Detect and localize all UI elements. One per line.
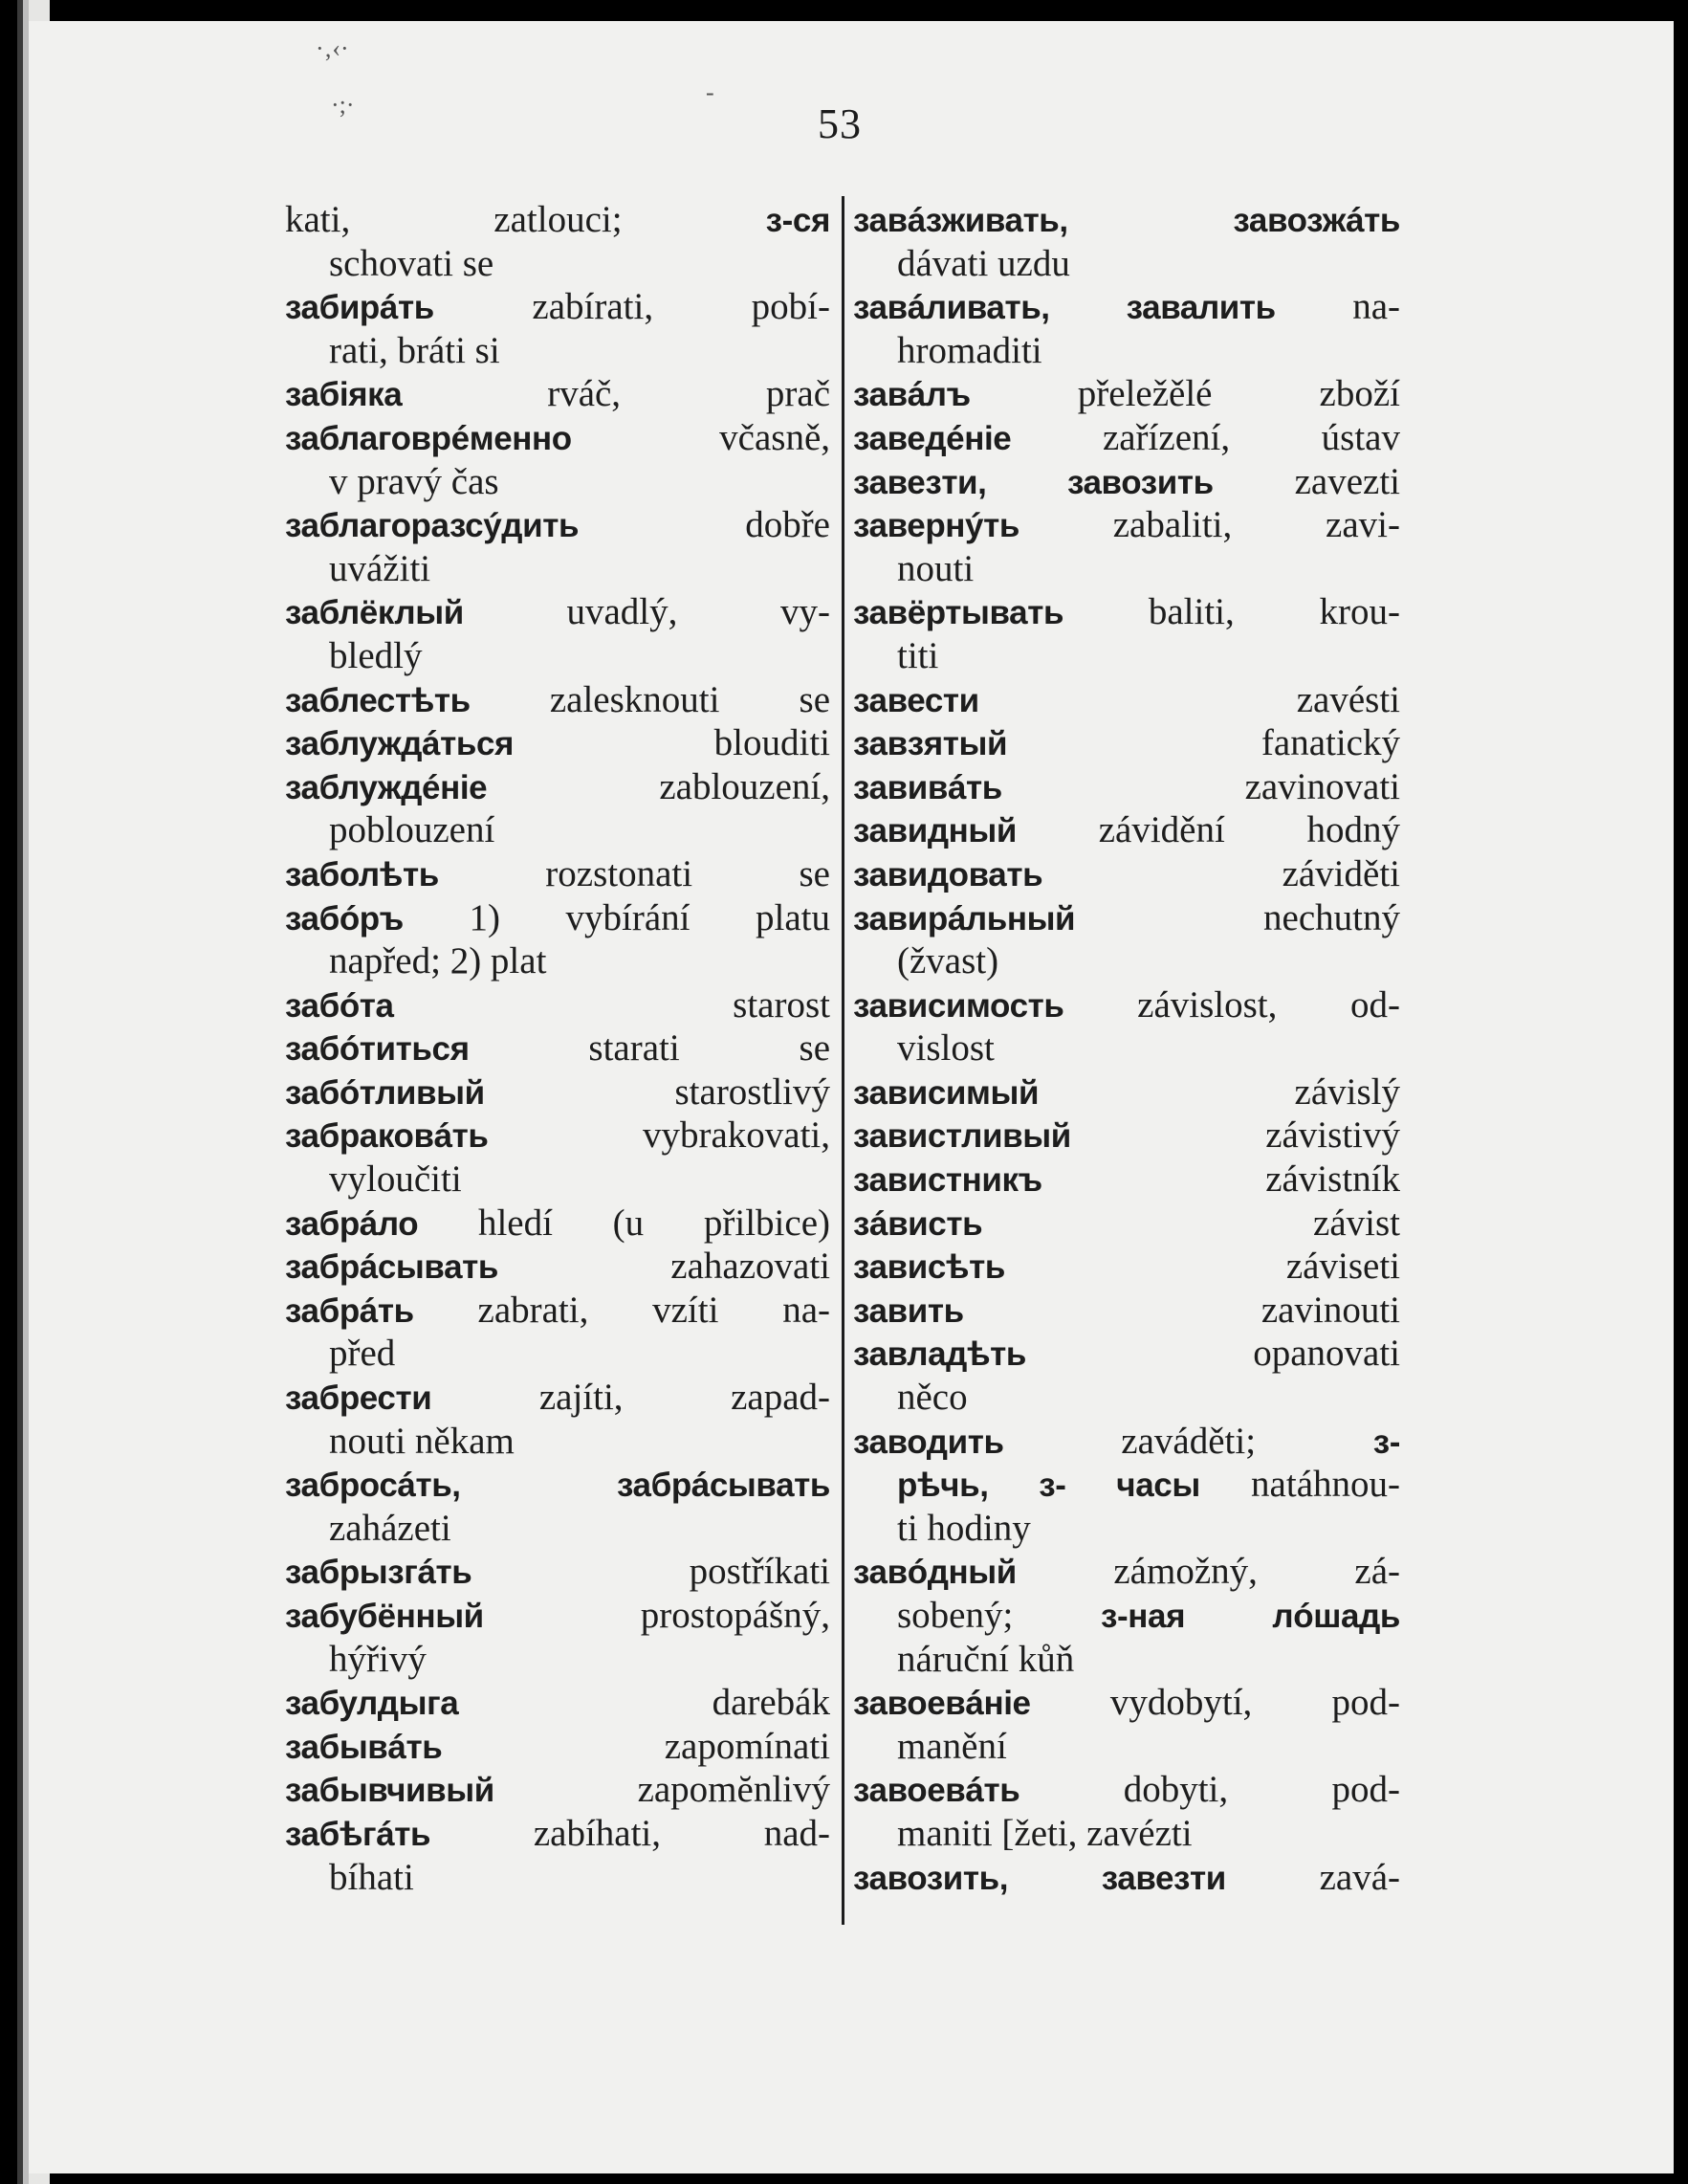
headword: з-: [1372, 1423, 1400, 1461]
left-column: [285, 198, 830, 1899]
translation: závidění hodný: [1098, 809, 1400, 851]
translation: zabrati, vzíti na-: [477, 1289, 830, 1331]
headword: завезти: [1101, 1859, 1226, 1897]
headword: завозжáть: [1233, 202, 1400, 239]
headword: завáлъ: [853, 376, 971, 414]
entry-first-line: [853, 852, 1400, 896]
translation: přeležělé zboží: [1077, 373, 1400, 415]
dictionary-entry: [853, 198, 1400, 285]
translation: vislost: [897, 1027, 995, 1070]
translation: zavá-: [1319, 1856, 1400, 1898]
translation: dobyti, pod-: [1123, 1769, 1400, 1811]
entry-first-line: [285, 416, 830, 460]
translation: (žvast): [897, 940, 999, 982]
translation: zavinovati: [1244, 765, 1400, 807]
headword: заблаговрéменно: [285, 419, 572, 457]
ink-specks: ·‚‹·: [316, 34, 349, 62]
entry-continuation-line: [853, 1507, 1400, 1551]
dictionary-entry: [285, 1289, 830, 1376]
dictionary-entry: [853, 1856, 1400, 1900]
entry-continuation-line: [853, 1725, 1400, 1769]
entry-first-line: [853, 1245, 1400, 1289]
translation: závislý: [1294, 1070, 1400, 1113]
entry-first-line: [285, 285, 830, 329]
dictionary-entry: [853, 503, 1400, 590]
translation: vybrakovati,: [642, 1114, 830, 1157]
dictionary-entry: [285, 1026, 830, 1070]
translation: starost: [733, 983, 830, 1026]
headword: забросáть,: [285, 1467, 461, 1505]
dictionary-entry: [853, 460, 1400, 504]
translation: baliti, krou-: [1148, 591, 1400, 633]
dictionary-entry: [285, 1114, 830, 1201]
headword: забрызгáть: [285, 1554, 472, 1592]
headword: завирáльный: [853, 899, 1076, 938]
headword: рѣчь, з- часы: [897, 1467, 1200, 1505]
entry-continuation-line: [853, 1812, 1400, 1856]
dictionary-entry: [853, 1070, 1400, 1114]
headword: забѣгáть: [285, 1815, 431, 1853]
scan-top-edge: [50, 0, 1688, 21]
dictionary-entry: [853, 416, 1400, 460]
headword: завёртывать: [853, 594, 1064, 632]
dictionary-entry: [853, 1332, 1400, 1419]
translation: uvážiti: [329, 547, 431, 589]
dictionary-entry: [285, 198, 830, 285]
entry-continuation-line: [285, 1420, 830, 1464]
dictionary-entry: [285, 1768, 830, 1812]
entry-first-line: [853, 1332, 1400, 1376]
dictionary-entry: [853, 1245, 1400, 1289]
headword: забывáть: [285, 1728, 443, 1766]
dictionary-entry: [853, 983, 1400, 1070]
entry-continuation-line: [285, 1856, 830, 1900]
translation: zavésti: [1296, 678, 1400, 720]
headword: забулдыга: [285, 1685, 459, 1723]
dictionary-entry: [285, 503, 830, 590]
headword: завáливать, завалить: [853, 289, 1276, 327]
entry-first-line: [285, 590, 830, 634]
entry-first-line: [285, 1289, 830, 1333]
entry-first-line: [853, 1070, 1400, 1114]
headword: забрáсывать: [285, 1248, 498, 1287]
translation: zalesknouti se: [549, 678, 830, 720]
headword: заблагоразсýдить: [285, 507, 580, 545]
entry-continuation-line: [285, 242, 830, 286]
dictionary-entry: [285, 721, 830, 765]
entry-first-line: [853, 765, 1400, 809]
translation: opanovati: [1253, 1333, 1400, 1375]
translation: maniti [žeti, zavézti: [897, 1812, 1193, 1854]
headword: завернýть: [853, 507, 1019, 545]
translation: natáhnou-: [1251, 1464, 1400, 1506]
entry-first-line: [285, 1812, 830, 1856]
entry-first-line: [285, 678, 830, 722]
translation: nouti: [897, 547, 975, 589]
translation: hýřivý: [329, 1638, 427, 1680]
dictionary-entry: [285, 372, 830, 416]
dictionary-entry: [285, 1202, 830, 1246]
entry-continuation-line: [285, 1507, 830, 1551]
entry-first-line: [853, 1768, 1400, 1812]
entry-first-line: [853, 590, 1400, 634]
translation: závistník: [1265, 1158, 1400, 1201]
translation: v pravý čas: [329, 460, 499, 502]
translation: včasně,: [719, 416, 830, 458]
translation: zařízení, ústav: [1102, 416, 1400, 458]
dictionary-entry: [853, 1768, 1400, 1855]
entry-continuation-line: [285, 329, 830, 373]
translation: nouti někam: [329, 1420, 515, 1462]
entry-first-line: [285, 1070, 830, 1114]
ink-specks: -: [706, 78, 714, 106]
dictionary-entry: [285, 1550, 830, 1594]
dictionary-entry: [853, 285, 1400, 372]
dictionary-entry: [853, 590, 1400, 677]
translation: bledlý: [329, 634, 423, 676]
dictionary-entry: [853, 372, 1400, 416]
dictionary-entry: [285, 590, 830, 677]
entry-continuation-line: [853, 634, 1400, 678]
translation: starostlivý: [674, 1070, 830, 1113]
entry-first-line: [853, 678, 1400, 722]
translation: ti hodiny: [897, 1507, 1031, 1549]
translation: náruční kůň: [897, 1638, 1075, 1680]
headword: з-ная лóшадь: [1101, 1598, 1400, 1635]
headword: завидный: [853, 812, 1017, 850]
headword: заводить: [853, 1423, 1004, 1461]
headword: забывчивый: [285, 1772, 494, 1810]
scan-right-edge: [1674, 0, 1688, 2184]
entry-first-line: [285, 1026, 830, 1070]
translation: závist: [1313, 1202, 1400, 1244]
translation: na-: [1352, 286, 1400, 328]
dictionary-entry: [853, 1114, 1400, 1158]
dictionary-entry: [285, 765, 830, 852]
translation: 1) vybírání platu: [469, 896, 830, 938]
headword: забрáть: [285, 1291, 414, 1330]
dictionary-entry: [285, 285, 830, 372]
headword: заблуждáться: [285, 725, 515, 763]
entry-continuation-line: [853, 1463, 1400, 1507]
entry-continuation-line: [853, 1376, 1400, 1420]
translation: rváč, prač: [547, 373, 830, 415]
entry-first-line: [853, 372, 1400, 416]
translation: uvadlý, vy-: [566, 591, 830, 633]
translation: schovati se: [329, 242, 494, 284]
translation: závistivý: [1265, 1114, 1400, 1157]
dictionary-entry: [853, 896, 1400, 983]
entry-first-line: [285, 198, 830, 242]
translation: zahazovati: [670, 1246, 830, 1288]
entry-continuation-line: [285, 1332, 830, 1376]
entry-continuation-line: [285, 808, 830, 852]
headword: забóръ: [285, 899, 404, 938]
headword: завивáть: [853, 768, 1002, 806]
entry-first-line: [853, 285, 1400, 329]
entry-continuation-line: [853, 329, 1400, 373]
headword: забирáть: [285, 289, 434, 327]
headword: завидовать: [853, 855, 1043, 893]
entry-first-line: [285, 1463, 830, 1507]
translation: zabaliti, zavi-: [1112, 504, 1400, 546]
headword: зáвисть: [853, 1204, 983, 1243]
entry-first-line: [285, 896, 830, 940]
translation: hledí (u přilbice): [477, 1202, 830, 1244]
dictionary-entry: [285, 1376, 830, 1463]
translation: zapomínati: [664, 1725, 830, 1767]
entry-first-line: [285, 1550, 830, 1594]
translation: zajíti, zapad-: [538, 1377, 830, 1419]
headword: забóтиться: [285, 1030, 470, 1069]
translation: starati se: [588, 1027, 830, 1070]
translation: vyloučiti: [329, 1158, 462, 1201]
entry-first-line: [285, 852, 830, 896]
entry-continuation-line: [285, 1638, 830, 1682]
translation: zablouzení,: [659, 765, 830, 807]
translation: záviseti: [1285, 1246, 1400, 1288]
translation: zavezti: [1294, 460, 1400, 502]
translation: rozstonati se: [545, 852, 830, 894]
entry-continuation-line: [853, 242, 1400, 286]
entry-first-line: [853, 808, 1400, 852]
entry-first-line: [285, 1725, 830, 1769]
entry-continuation-line: [853, 547, 1400, 591]
entry-continuation-line: [285, 1158, 830, 1202]
translation: něco: [897, 1377, 968, 1419]
dictionary-entry: [853, 1158, 1400, 1202]
page-number: 53: [818, 100, 862, 147]
dictionary-entry: [853, 1550, 1400, 1681]
translation: poblouzení: [329, 809, 495, 851]
translation: zabírati, pobí-: [532, 286, 830, 328]
headword: заболѣть: [285, 855, 439, 893]
translation: manění: [897, 1725, 1007, 1767]
translation: zámožný, zá-: [1113, 1551, 1400, 1593]
entry-first-line: [285, 721, 830, 765]
headword: забóтливый: [285, 1073, 485, 1112]
entry-first-line: [285, 1768, 830, 1812]
headword: завозить,: [853, 1859, 1009, 1897]
dictionary-entry: [285, 1725, 830, 1769]
entry-continuation-line: [285, 939, 830, 983]
entry-continuation-line: [285, 634, 830, 678]
translation: hromaditi: [897, 329, 1042, 371]
translation: zaváděti;: [1121, 1420, 1257, 1462]
headword: завóдный: [853, 1554, 1017, 1592]
entry-first-line: [285, 1594, 830, 1638]
dictionary-entry: [853, 678, 1400, 722]
dictionary-entry: [285, 1070, 830, 1114]
headword: завить: [853, 1291, 964, 1330]
dictionary-entry: [285, 678, 830, 722]
translation: fanatický: [1261, 722, 1400, 764]
headword: забрáло: [285, 1204, 419, 1243]
scan-bottom-edge: [50, 2173, 1688, 2184]
headword: забраковáть: [285, 1117, 489, 1156]
entry-continuation-line: [853, 1026, 1400, 1070]
headword: завести: [853, 681, 979, 719]
translation: záviděti: [1282, 852, 1400, 894]
headword: зависѣть: [853, 1248, 1005, 1287]
translation: zaházeti: [329, 1507, 451, 1549]
entry-first-line: [853, 1681, 1400, 1725]
entry-first-line: [285, 983, 830, 1027]
headword: завезти, завозить: [853, 463, 1214, 501]
translation: rati, bráti si: [329, 329, 500, 371]
headword: забіяка: [285, 376, 403, 414]
dictionary-entry: [285, 1812, 830, 1899]
entry-continuation-line: [285, 460, 830, 504]
entry-first-line: [853, 896, 1400, 940]
translation: bíhati: [329, 1856, 414, 1898]
dictionary-entry: [853, 1681, 1400, 1768]
dictionary-entry: [285, 1594, 830, 1681]
headword: зависимость: [853, 986, 1064, 1025]
dictionary-entry: [285, 896, 830, 983]
translation: prostopášný,: [640, 1595, 830, 1636]
dictionary-entry: [853, 852, 1400, 896]
translation: vydobytí, pod-: [1109, 1682, 1400, 1724]
translation: před: [329, 1333, 396, 1375]
headword: завистникъ: [853, 1161, 1042, 1200]
dictionary-entry: [853, 765, 1400, 809]
entry-first-line: [853, 416, 1400, 460]
book-page: [29, 21, 1674, 2173]
headword: забрáсывать: [617, 1467, 830, 1505]
headword: завáзживать,: [853, 202, 1068, 239]
entry-first-line: [285, 1376, 830, 1420]
dictionary-entry: [853, 808, 1400, 852]
translation: titi: [897, 634, 939, 676]
entry-first-line: [853, 503, 1400, 547]
dictionary-entry: [285, 416, 830, 503]
entry-first-line: [285, 765, 830, 809]
entry-first-line: [285, 372, 830, 416]
headword: забубённый: [285, 1598, 484, 1635]
headword: заведéніе: [853, 419, 1012, 457]
entry-first-line: [853, 1856, 1400, 1900]
entry-first-line: [853, 198, 1400, 242]
dictionary-entry: [285, 852, 830, 896]
headword: з-ся: [765, 202, 830, 239]
headword: забóта: [285, 986, 394, 1025]
translation: nechutný: [1263, 896, 1400, 938]
entry-first-line: [285, 503, 830, 547]
translation: zabíhati, nad-: [533, 1812, 830, 1854]
translation: blouditi: [713, 722, 830, 764]
entry-first-line: [853, 1114, 1400, 1158]
entry-first-line: [285, 1245, 830, 1289]
dictionary-entry: [853, 721, 1400, 765]
dictionary-entry: [285, 1245, 830, 1289]
translation: zavinouti: [1261, 1289, 1400, 1331]
entry-first-line: [853, 1202, 1400, 1246]
translation: zapomĕnlivý: [637, 1769, 830, 1811]
headword: заблестѣть: [285, 681, 471, 719]
headword: завоевáніе: [853, 1685, 1031, 1723]
headword: завладѣть: [853, 1335, 1027, 1374]
dictionary-entry: [853, 1420, 1400, 1551]
ink-specks: ·;·: [331, 91, 355, 119]
dictionary-entry: [285, 1463, 830, 1550]
column-divider: [842, 196, 844, 1925]
translation: napřed; 2) plat: [329, 940, 547, 982]
headword: завзятый: [853, 725, 1008, 763]
dictionary-entry: [285, 1681, 830, 1725]
headword: завистливый: [853, 1117, 1071, 1156]
entry-first-line: [285, 1114, 830, 1158]
translation: závislost, od-: [1137, 983, 1400, 1026]
headword: зависимый: [853, 1073, 1040, 1112]
headword: заблуждéніе: [285, 768, 488, 806]
translation: dobře: [745, 504, 830, 546]
translation: darebák: [712, 1682, 830, 1724]
translation: sobený;: [897, 1595, 1014, 1636]
dictionary-entry: [853, 1289, 1400, 1333]
entry-continuation-line: [853, 1638, 1400, 1682]
entry-first-line: [853, 1289, 1400, 1333]
entry-first-line: [853, 460, 1400, 504]
entry-continuation-line: [853, 1594, 1400, 1638]
right-column: [853, 198, 1400, 1899]
dictionary-entry: [853, 1202, 1400, 1246]
entry-first-line: [853, 1550, 1400, 1594]
translation: kati, zatlouci;: [285, 199, 623, 240]
entry-continuation-line: [853, 939, 1400, 983]
dictionary-entry: [285, 983, 830, 1027]
headword: заблёклый: [285, 594, 464, 632]
entry-first-line: [285, 1681, 830, 1725]
entry-first-line: [853, 1420, 1400, 1464]
entry-first-line: [285, 1202, 830, 1246]
headword: забрести: [285, 1379, 432, 1418]
translation: dávati uzdu: [897, 242, 1070, 284]
headword: завоевáть: [853, 1772, 1020, 1810]
entry-continuation-line: [285, 547, 830, 591]
entry-first-line: [853, 1158, 1400, 1202]
translation: postříkati: [689, 1551, 830, 1593]
entry-first-line: [853, 983, 1400, 1027]
entry-first-line: [853, 721, 1400, 765]
